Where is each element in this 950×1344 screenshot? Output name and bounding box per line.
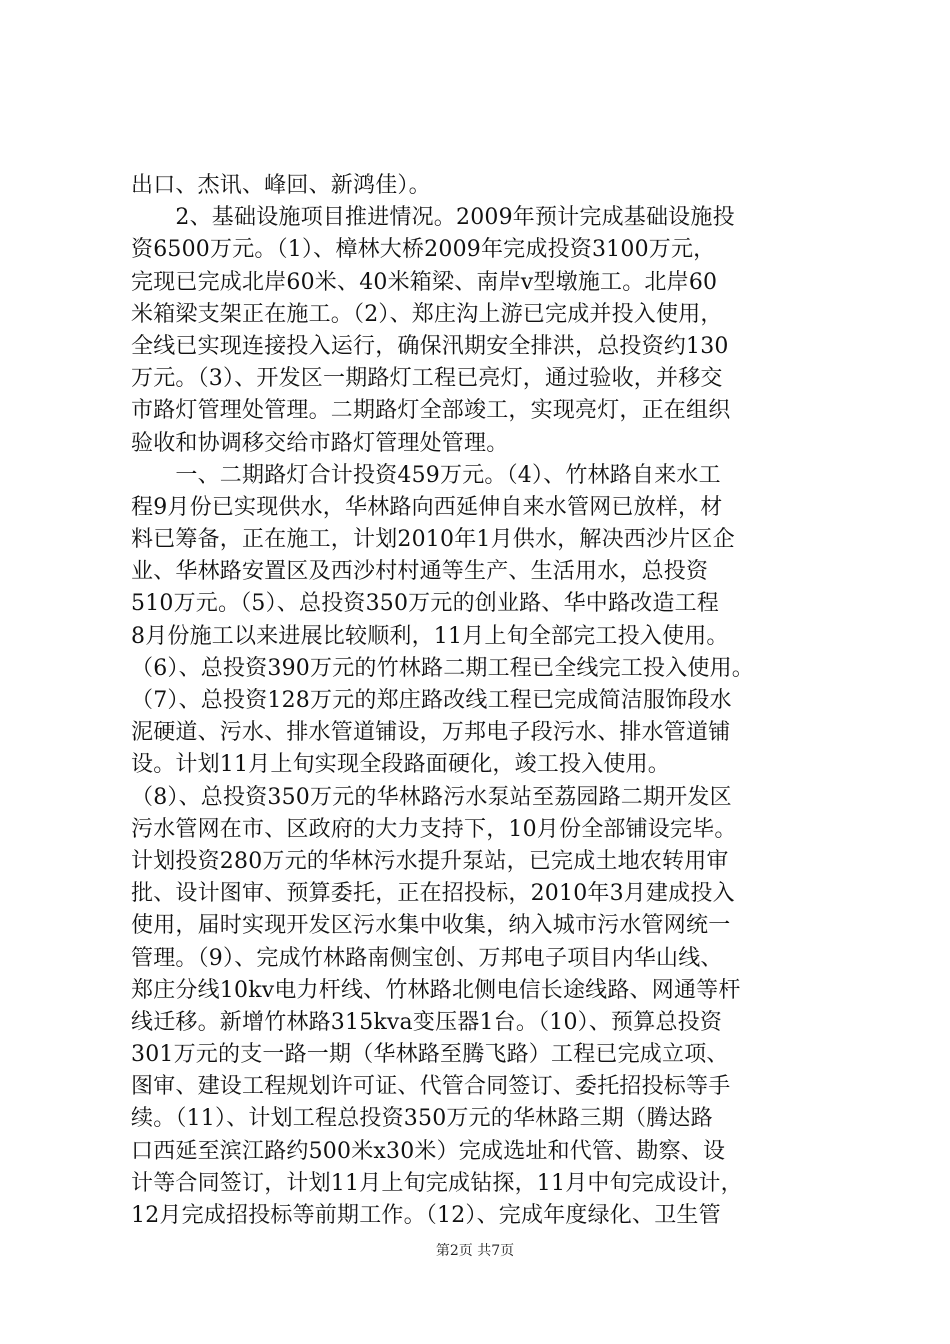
text-line: 12月完成招投标等前期工作。（12）、完成年度绿化、卫生管 <box>131 1203 721 1228</box>
text-line: 郑庄分线10kv电力杆线、竹林路北侧电信长途线路、网通等杆 <box>131 977 741 1003</box>
body-text <box>131 170 831 1232</box>
text-line: 口西延至滨江路约500米x30米）完成选址和代管、勘察、设 <box>131 1138 726 1164</box>
text-line: 8月份施工以来进展比较顺利，11月上旬全部完工投入使用。 <box>131 623 729 649</box>
text-line: 计划投资280万元的华林污水提升泵站，已完成土地农转用审 <box>131 848 729 874</box>
text-line: 使用，届时实现开发区污水集中收集，纳入城市污水管网统一 <box>131 913 731 939</box>
text-line: 泥硬道、污水、排水管道铺设，万邦电子段污水、排水管道铺 <box>131 720 731 746</box>
text-line: 米箱梁支架正在施工。（2）、郑庄沟上游已完成并投入使用， <box>131 301 723 327</box>
text-line: 全线已实现连接投入运行，确保汛期安全排洪，总投资约130 <box>131 333 729 359</box>
text-line: 批、设计图审、预算委托，正在招投标，2010年3月建成投入 <box>131 881 735 907</box>
text-line: 图审、建设工程规划许可证、代管合同签订、委托招投标等手 <box>131 1074 731 1100</box>
text-line: 料已筹备，正在施工，计划2010年1月供水，解决西沙片区企 <box>131 527 735 553</box>
text-line: （6）、总投资390万元的竹林路二期工程已全线完工投入使用。 <box>131 655 754 681</box>
text-line: 计等合同签订，计划11月上旬完成钻探，11月中旬完成设计， <box>131 1170 743 1196</box>
text-line: 污水管网在市、区政府的大力支持下，10月份全部铺设完毕。 <box>131 816 737 842</box>
text-line: 管理。（9）、完成竹林路南侧宝创、万邦电子项目内华山线、 <box>131 945 723 971</box>
text-line: 301万元的支一路一期（华林路至腾飞路）工程已完成立项、 <box>131 1042 729 1068</box>
text-line: （8）、总投资350万元的华林路污水泵站至荔园路二期开发区 <box>131 784 732 810</box>
text-line: 验收和协调移交给市路灯管理处管理。 <box>131 430 509 456</box>
text-line: 完现已完成北岸60米、40米箱梁、南岸v型墩施工。北岸60 <box>131 269 718 295</box>
text-line: 市路灯管理处管理。二期路灯全部竣工，实现亮灯，正在组织 <box>131 398 731 424</box>
text-line: 出口、杰讯、峰回、新鸿佳）。 <box>131 173 431 198</box>
text-line: 510万元。（5）、总投资350万元的创业路、华中路改造工程 <box>131 591 719 617</box>
text-line: 2、基础设施项目推进情况。2009年预计完成基础设施投 <box>131 205 735 231</box>
text-line: 业、华林路安置区及西沙村村通等生产、生活用水，总投资 <box>131 559 709 585</box>
page-number-label: 第2页 共7页 <box>435 1243 515 1259</box>
page-footer <box>0 1241 950 1261</box>
text-line: 万元。（3）、开发区一期路灯工程已亮灯，通过验收，并移交 <box>131 366 723 392</box>
text-line: 程9月份已实现供水，华林路向西延伸自来水管网已放样，材 <box>131 494 723 520</box>
text-line: 线迁移。新增竹林路315kva变压器1台。（10）、预算总投资 <box>131 1009 723 1035</box>
text-line: 设。计划11月上旬实现全段路面硬化，竣工投入使用。 <box>131 752 670 778</box>
text-line: 一、二期路灯合计投资459万元。（4）、竹林路自来水工 <box>131 462 721 488</box>
text-line: 资6500万元。（1）、樟林大桥2009年完成投资3100万元， <box>131 237 716 263</box>
text-line: （7）、总投资128万元的郑庄路改线工程已完成简洁服饰段水 <box>131 688 732 713</box>
text-line: 续。（11）、计划工程总投资350万元的华林路三期（腾达路 <box>131 1106 713 1132</box>
